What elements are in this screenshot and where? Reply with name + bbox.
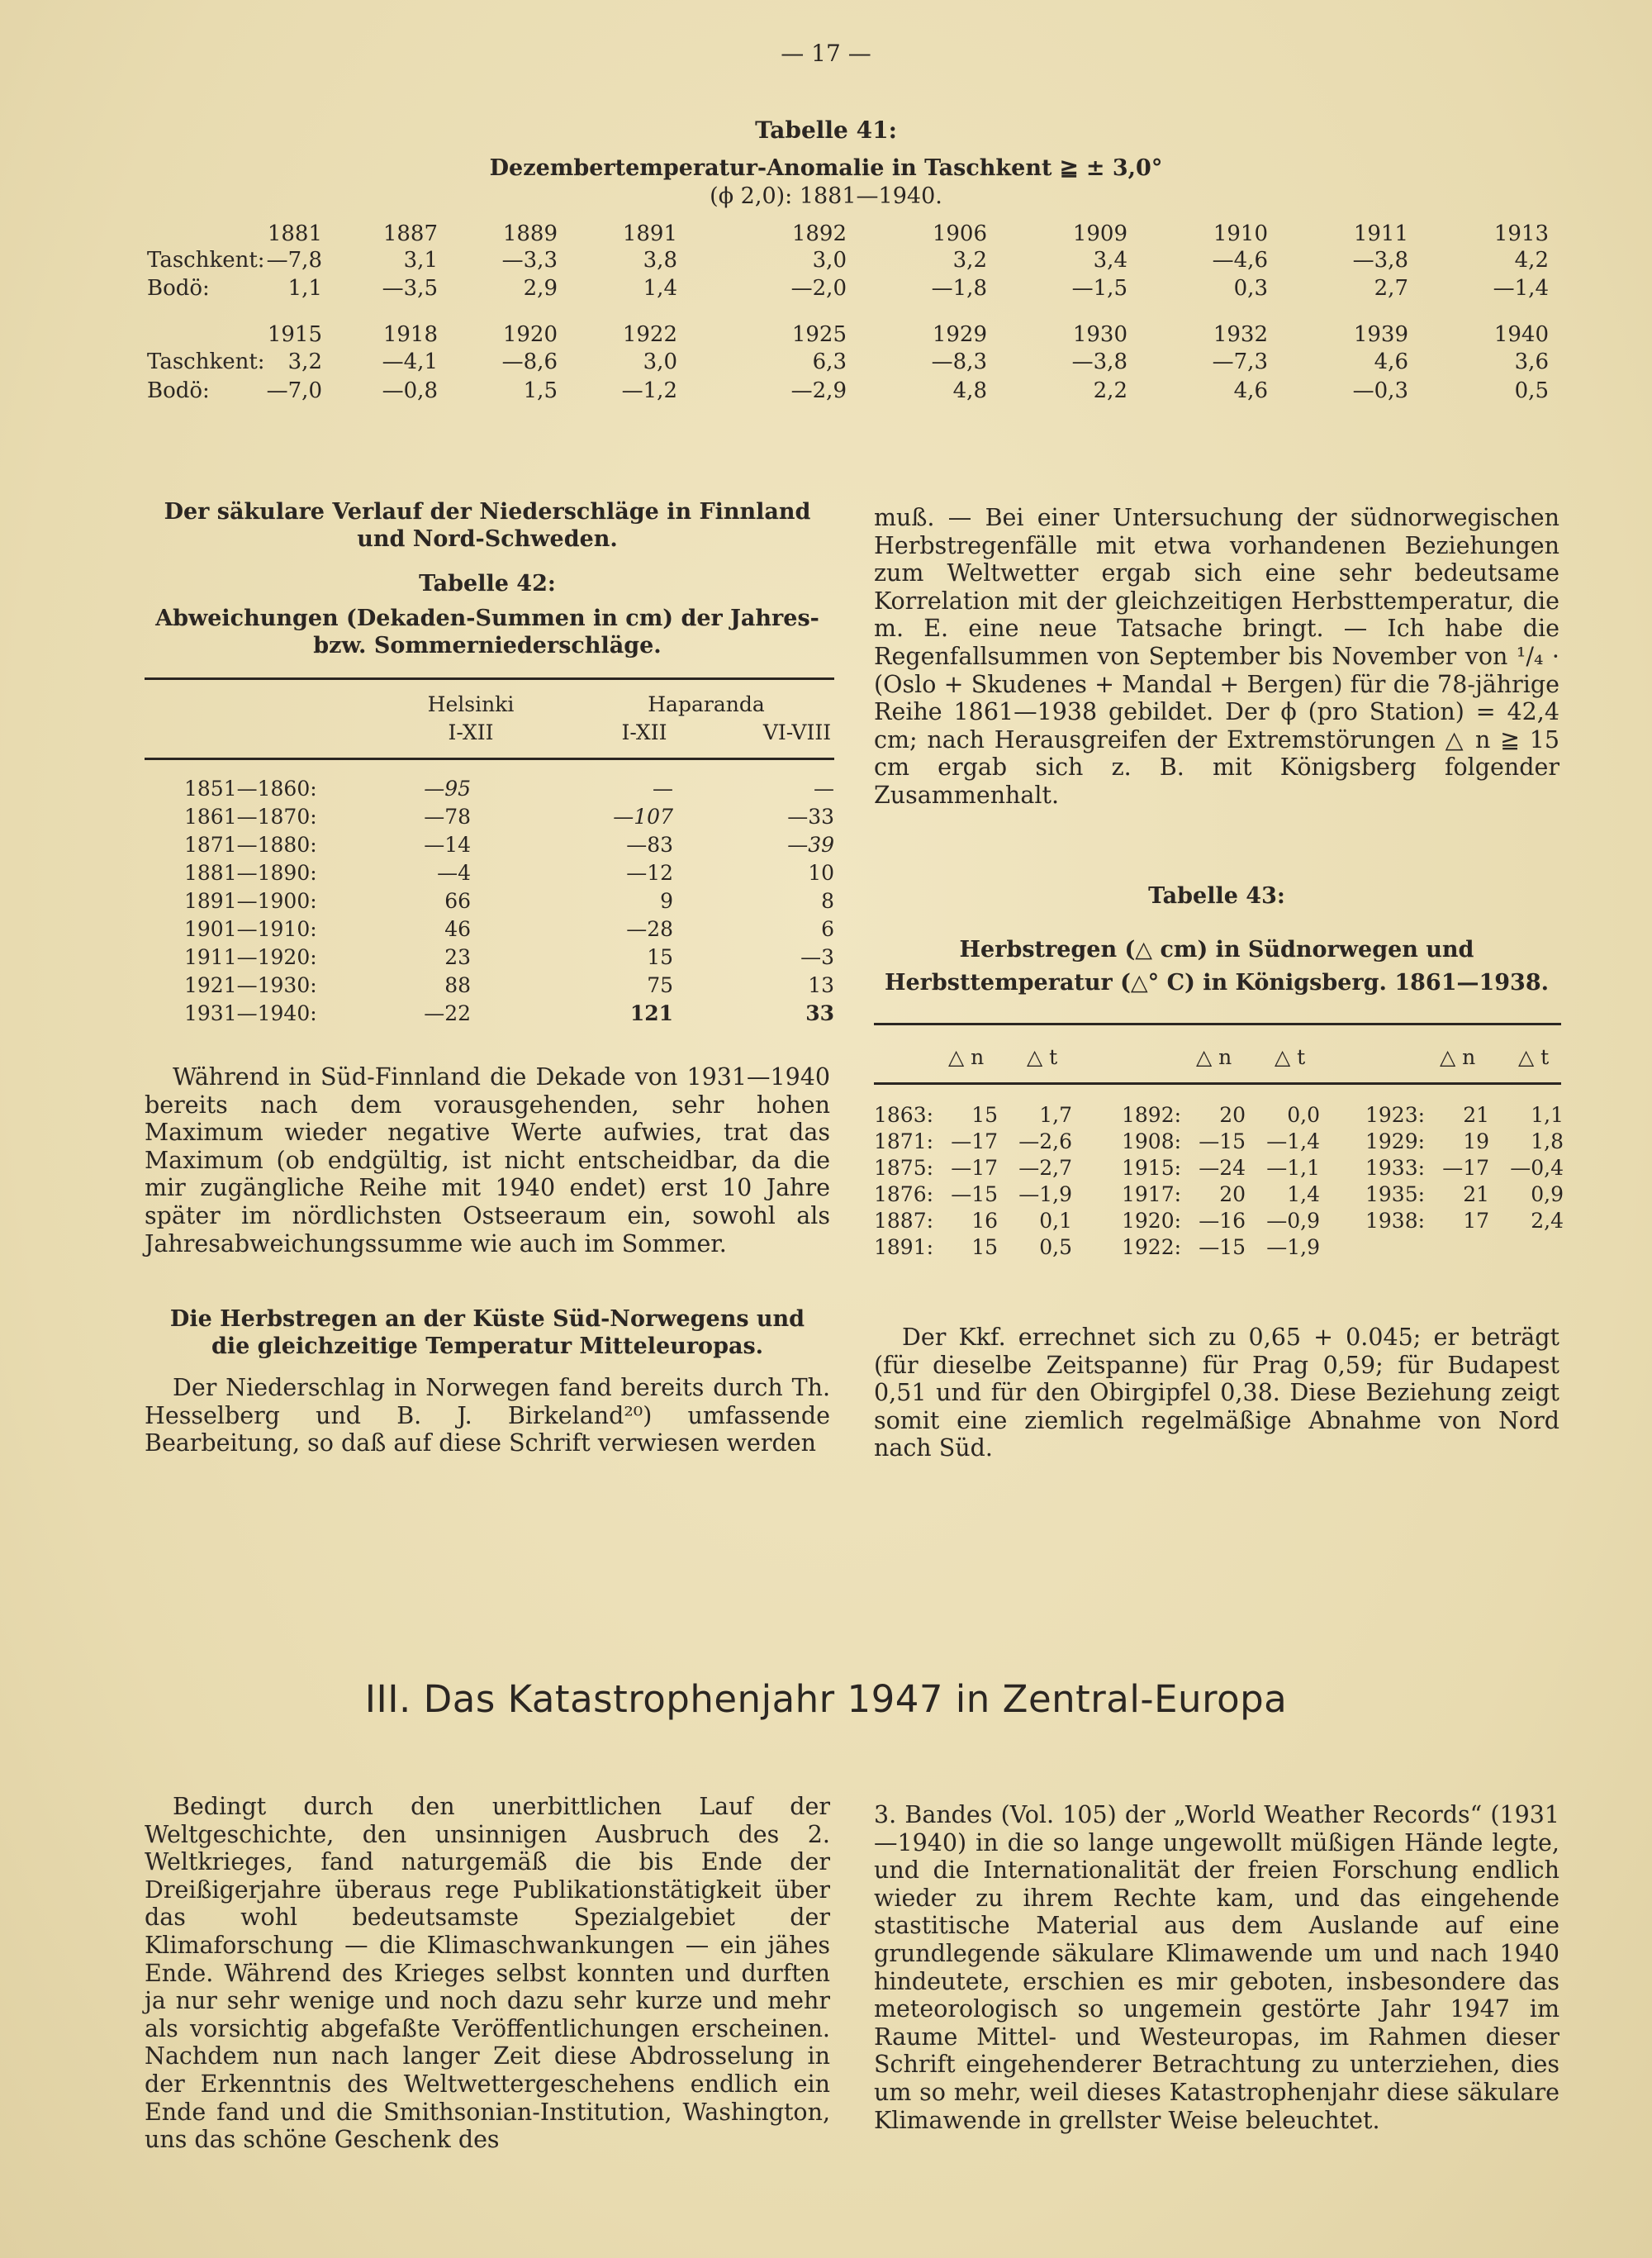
table43-cell-year: 1915: <box>1122 1156 1182 1180</box>
table41-block2-years-cell: 1922 <box>622 322 677 347</box>
table42-sub-3: VI-VIII <box>762 720 832 744</box>
table41-block2-bodo-cell: 1,5 <box>523 378 558 403</box>
table43-cell-year: 1922: <box>1122 1235 1182 1259</box>
table41-block1-years-cell: 1910 <box>1213 221 1268 246</box>
table43-cell-t: 0,0 <box>1287 1103 1320 1127</box>
table41-block1-bodo-cell: 1,1 <box>287 276 322 301</box>
table41-label-bodo: Bodö: <box>147 276 210 301</box>
table41-block2-bodo-cell: —0,8 <box>382 378 438 403</box>
table43-header-t: △ t <box>1027 1045 1058 1069</box>
table41-block1-taschkent-cell: —4,6 <box>1212 248 1268 273</box>
table41-block1-taschkent-cell: 3,0 <box>812 248 847 273</box>
table43-subtitle-line1: Herbstregen (△ cm) in Südnorwegen und <box>959 937 1474 963</box>
table41-block1-years-cell: 1881 <box>267 221 322 246</box>
table41-block1-years-cell: 1891 <box>622 221 677 246</box>
table43-cell-n: —15 <box>1199 1129 1246 1153</box>
table42-cell-a: 15 <box>647 945 673 969</box>
table43-cell-year: 1908: <box>1122 1129 1182 1153</box>
table43-cell-t: 1,1 <box>1531 1103 1564 1127</box>
table43-cell-n: 19 <box>1463 1129 1489 1153</box>
table43-cell-year: 1920: <box>1122 1209 1182 1233</box>
table43-cell-t: 2,4 <box>1531 1209 1564 1233</box>
table41-block2-taschkent-cell: 3,6 <box>1514 349 1549 374</box>
table42-cell-h: —14 <box>424 833 471 857</box>
table43-subtitle-line2: Herbsttemperatur (△° C) in Königsberg. 1861—1938. <box>884 970 1550 996</box>
table42-sub-2: I-XII <box>621 720 667 744</box>
table41-block1-years-cell: 1892 <box>791 221 847 246</box>
table42-cell-b: 33 <box>805 1001 834 1025</box>
table43-cell-year: 1887: <box>874 1209 934 1233</box>
table41-block1-years-cell: 1911 <box>1353 221 1408 246</box>
table43-cell-t: 1,4 <box>1287 1182 1320 1206</box>
table43-cell-n: 21 <box>1463 1103 1489 1127</box>
table43-cell-t: —1,4 <box>1266 1129 1320 1153</box>
table41-block2-taschkent-cell: —7,3 <box>1212 349 1268 374</box>
table42-subtitle-line2: bzw. Sommerniederschläge. <box>313 633 662 658</box>
table43-cell-year: 1875: <box>874 1156 934 1180</box>
table41-block1-bodo-cell: —1,8 <box>931 276 987 301</box>
table43-cell-n: 16 <box>971 1209 998 1233</box>
table43-header-t: △ t <box>1275 1045 1306 1069</box>
table43-cell-n: —17 <box>1442 1156 1489 1180</box>
table42-cell-a: —12 <box>626 861 673 885</box>
table42-cell-h: —78 <box>424 805 471 829</box>
table42-cell-a: — <box>653 777 673 801</box>
table41-block1-years-cell: 1906 <box>932 221 987 246</box>
table41-block2-bodo-cell: —1,2 <box>621 378 677 403</box>
right-para1 <box>874 504 1559 810</box>
table43-cell-n: —24 <box>1199 1156 1246 1180</box>
right-para2 <box>874 1324 1559 1462</box>
table43-cell-n: 21 <box>1463 1182 1489 1206</box>
table42-cell-a: —83 <box>626 833 673 857</box>
table43-cell-year: 1876: <box>874 1182 934 1206</box>
table41-block1-taschkent-cell: 3,2 <box>952 248 987 273</box>
table43-cell-t: 1,8 <box>1531 1129 1564 1153</box>
table41-label-taschkent: Taschkent: <box>147 349 265 374</box>
table42-subtitle <box>145 605 830 659</box>
table43-cell-t: —2,7 <box>1018 1156 1072 1180</box>
table42-cell-period: 1901—1910: <box>184 917 317 941</box>
table43-cell-year: 1871: <box>874 1129 934 1153</box>
table43-cell-t: 0,9 <box>1531 1182 1564 1206</box>
table41-block2-years-cell: 1920 <box>502 322 558 347</box>
table41-block2-years-cell: 1930 <box>1072 322 1127 347</box>
table42-cell-a: 75 <box>647 973 673 997</box>
table41-block2-bodo-cell: —7,0 <box>266 378 322 403</box>
table41-block1-years-cell: 1913 <box>1493 221 1549 246</box>
table43-header-t: △ t <box>1518 1045 1550 1069</box>
table41-block2-bodo-cell: 2,2 <box>1093 378 1127 403</box>
table41-subtitle-line1: Dezembertemperatur-Anomalie in Taschkent ≧ ± 3,0° <box>489 155 1163 181</box>
table42-top-rule <box>145 677 834 680</box>
table41-title: Tabelle 41: <box>755 116 897 144</box>
section1-heading-line2: und Nord-Schweden. <box>357 526 618 552</box>
table41-block2-bodo-cell: 4,6 <box>1233 378 1268 403</box>
table42-cell-h: —22 <box>424 1001 471 1025</box>
section1-heading <box>145 498 830 553</box>
table41-block1-bodo-cell: —2,0 <box>790 276 847 301</box>
table43-cell-t: —1,9 <box>1018 1182 1072 1206</box>
table42-cell-b: 13 <box>808 973 834 997</box>
table41-block2-taschkent-cell: —4,1 <box>382 349 438 374</box>
table42-cell-a: —28 <box>626 917 673 941</box>
left-para2-text: Der Niederschlag in Norwegen fand bereits durch Th. Hesselberg und B. J. Birkeland²⁰) umfassende Bearbeitung, so daß auf diese Schrift verwiesen werden <box>145 1374 830 1457</box>
table42-cell-h: —95 <box>424 777 471 801</box>
table41-block2-taschkent-cell: —3,8 <box>1071 349 1127 374</box>
table43-cell-t: —1,9 <box>1266 1235 1320 1259</box>
table41-block1-taschkent-cell: 3,8 <box>643 248 677 273</box>
table41-block1-years-cell: 1887 <box>382 221 438 246</box>
table42-group-haparanda: Haparanda <box>648 692 765 716</box>
table42-cell-b: 6 <box>821 917 834 941</box>
table41-block1-taschkent-cell: 3,1 <box>403 248 438 273</box>
table42-cell-b: — <box>814 777 834 801</box>
table41-subtitle-line2: (ϕ 2,0): 1881—1940. <box>710 183 942 209</box>
table41-block2-years-cell: 1918 <box>382 322 438 347</box>
table42-cell-h: 66 <box>444 889 471 913</box>
table43-header-n: △ n <box>1440 1045 1476 1069</box>
table42-cell-h: 23 <box>444 945 471 969</box>
table43-cell-year: 1938: <box>1365 1209 1426 1233</box>
section2-heading <box>145 1305 830 1360</box>
table43-cell-t: 1,7 <box>1039 1103 1072 1127</box>
table42-cell-b: —39 <box>787 833 834 857</box>
table42-subtitle-line1: Abweichungen (Dekaden-Summen in cm) der Jahres- <box>155 606 819 631</box>
table42-cell-h: 88 <box>444 973 471 997</box>
right-para2-text: Der Kkf. errechnet sich zu 0,65 + 0.045; er beträgt (für dieselbe Zeitspanne) für Prag 0,59; für Budapest 0,51 und für den Obirgipfel 0,38. Diese Beziehung zeigt somit eine ziemlich regelmäßige Abnahme von Nord nach Süd. <box>874 1324 1559 1462</box>
table43-subtitle <box>874 934 1559 1000</box>
chapter-right-para-text: 3. Bandes (Vol. 105) der „World Weather Records“ (1931—1940) in die so lange ungewollt müßigen Hände legte, und die Internationalität der freien Forschung endlich wieder zu ihrem Rechte kam, und das eingehende stastitische Material aus dem Auslande auf eine grundlegende säkulare Klimawende um und nach 1940 hindeutete, erschien es mir geboten, insbesondere das meteorologisch so ungemein gestörte Jahr 1947 im Raume Mittel- und Westeuropas, im Rahmen dieser Schrift eingehenderer Betrachtung zu unterziehen, dies um so mehr, weil dieses Katastrophenjahr diese säkulare Klimawende in grellster Weise beleuchtet. <box>874 1801 1559 2134</box>
chapter-left-para <box>145 1793 830 2154</box>
table43-cell-n: 20 <box>1219 1182 1246 1206</box>
table43-cell-year: 1929: <box>1365 1129 1426 1153</box>
table41-block1-bodo-cell: 2,7 <box>1374 276 1408 301</box>
table41-block2-years-cell: 1939 <box>1353 322 1408 347</box>
table41-block2-years-cell: 1915 <box>267 322 322 347</box>
table42-cell-period: 1861—1870: <box>184 805 317 829</box>
table43-cell-year: 1891: <box>874 1235 934 1259</box>
table41-label-bodo: Bodö: <box>147 378 210 403</box>
table43-cell-n: —16 <box>1199 1209 1246 1233</box>
table41-block2-bodo-cell: 0,5 <box>1514 378 1549 403</box>
table42-title: Tabelle 42: <box>419 571 556 597</box>
table42-cell-period: 1891—1900: <box>184 889 317 913</box>
table42-cell-b: —33 <box>787 805 834 829</box>
chapter-left-para-text: Bedingt durch den unerbittlichen Lauf der Weltgeschichte, den unsinnigen Ausbruch des 2. Weltkrieges, fand naturgemäß die bis Ende der Dreißigerjahre überaus rege Publikationstätigkeit über das wohl bedeutsamste Spezialgebiet der Klimaforschung — die Klimaschwankungen — ein jähes Ende. Während des Krieges selbst konnten und durften ja nur sehr wenige und noch dazu sehr kurze und mehr als vorsichtig abgefaßte Veröffentlichungen erscheinen. Nachdem nun nach langer Zeit diese Abdrosselung in der Erkenntnis des Weltwettergeschehens endlich ein Ende fand und die Smithsonian-Institution, Washington, uns das schöne Geschenk des <box>145 1793 830 2154</box>
table43-header-n: △ n <box>1196 1045 1232 1069</box>
table41-block2-taschkent-cell: 6,3 <box>812 349 847 374</box>
table41 <box>0 0 1652 430</box>
left-para1-text: Während in Süd-Finnland die Dekade von 1931—1940 bereits nach dem vorausgehenden, sehr hohen Maximum wieder negative Werte aufwies, trat das Maximum (ob endgültig, ist nicht entscheidbar, da die mir zugängliche Reihe mit 1940 endet) erst 10 Jahre später im nördlichsten Ostseeraum ein, sowohl als Jahresabweichungssumme wie auch im Sommer. <box>145 1063 830 1257</box>
table43-cell-n: —17 <box>951 1129 998 1153</box>
table42-cell-period: 1921—1930: <box>184 973 317 997</box>
table41-block1-taschkent-cell: 4,2 <box>1514 248 1549 273</box>
table41-block1-taschkent-cell: —7,8 <box>266 248 322 273</box>
table41-block2-bodo-cell: 4,8 <box>952 378 987 403</box>
table41-block1-years-cell: 1909 <box>1072 221 1127 246</box>
table43-cell-t: 0,5 <box>1039 1235 1072 1259</box>
right-para1-text: muß. — Bei einer Untersuchung der südnorwegischen Herbstregenfälle mit etwa vorhandenen Beziehungen zum Weltwetter ergab sich eine sehr bedeutsame Korrelation mit der gleichzeitigen Herbsttemperatur, die m. E. eine neue Tatsache bringt. — Ich habe die Regenfallsummen von September bis November von ¹/₄ · (Oslo + Skudenes + Mandal + Bergen) für die 78-jährige Reihe 1861—1938 gebildet. Der ϕ (pro Station) = 42,4 cm; nach Herausgreifen der Extremstörungen △ n ≧ 15 cm ergab sich z. B. mit Königsberg folgender Zusammenhalt. <box>874 504 1559 809</box>
table42-cell-period: 1881—1890: <box>184 861 317 885</box>
table43-cell-year: 1892: <box>1122 1103 1182 1127</box>
table41-block2-years-cell: 1940 <box>1493 322 1549 347</box>
table41-block1-bodo-cell: —3,5 <box>382 276 438 301</box>
table43-cell-t: 0,1 <box>1039 1209 1072 1233</box>
table42-cell-period: 1851—1860: <box>184 777 317 801</box>
page-number: — 17 — <box>781 40 871 67</box>
chapter-title: III. Das Katastrophenjahr 1947 in Zentral-Europa <box>364 1677 1288 1721</box>
table43-top-rule <box>874 1023 1561 1025</box>
table43-cell-t: —1,1 <box>1266 1156 1320 1180</box>
table41-block1-bodo-cell: 2,9 <box>523 276 558 301</box>
table41-block1-taschkent-cell: 3,4 <box>1093 248 1127 273</box>
chapter-right-para <box>874 1801 1559 2134</box>
table41-block2-taschkent-cell: 3,0 <box>643 349 677 374</box>
table43-cell-t: —0,9 <box>1266 1209 1320 1233</box>
table42-sub-1: I-XII <box>448 720 494 744</box>
table41-block1-bodo-cell: —1,4 <box>1493 276 1549 301</box>
table43-cell-t: —0,4 <box>1510 1156 1564 1180</box>
table43-cell-n: —15 <box>951 1182 998 1206</box>
table41-block1-taschkent-cell: —3,8 <box>1352 248 1408 273</box>
table43-cell-n: 15 <box>971 1235 998 1259</box>
left-para1 <box>145 1063 830 1257</box>
table42 <box>145 669 834 1033</box>
table43-cell-n: —17 <box>951 1156 998 1180</box>
table42-cell-a: —107 <box>613 805 673 829</box>
section2-heading-line2: die gleichzeitige Temperatur Mitteleuropas. <box>211 1333 764 1359</box>
table43-cell-year: 1917: <box>1122 1182 1182 1206</box>
table41-block2-years-cell: 1925 <box>791 322 847 347</box>
table41-block2-taschkent-cell: 3,2 <box>287 349 322 374</box>
table41-block1-bodo-cell: 0,3 <box>1233 276 1268 301</box>
table41-block1-taschkent-cell: —3,3 <box>501 248 558 273</box>
table43-cell-year: 1863: <box>874 1103 934 1127</box>
table42-header-rule <box>145 758 834 760</box>
table42-cell-b: 10 <box>808 861 834 885</box>
table41-label-taschkent: Taschkent: <box>147 248 265 273</box>
table41-block2-bodo-cell: —2,9 <box>790 378 847 403</box>
table41-block1-bodo-cell: 1,4 <box>643 276 677 301</box>
table41-block2-years-cell: 1929 <box>932 322 987 347</box>
table43-header-rule <box>874 1082 1561 1085</box>
table43-cell-year: 1923: <box>1365 1103 1426 1127</box>
table42-cell-a: 9 <box>660 889 673 913</box>
table41-block2-taschkent-cell: —8,3 <box>931 349 987 374</box>
table43-cell-year: 1933: <box>1365 1156 1426 1180</box>
table42-cell-h: 46 <box>444 917 471 941</box>
section1-heading-line1: Der säkulare Verlauf der Niederschläge in Finnland <box>164 499 811 525</box>
table43-title: Tabelle 43: <box>1148 883 1285 909</box>
left-para2 <box>145 1374 830 1457</box>
table43-header-n: △ n <box>948 1045 985 1069</box>
table41-block2-taschkent-cell: —8,6 <box>501 349 558 374</box>
table43-cell-n: 20 <box>1219 1103 1246 1127</box>
table42-cell-period: 1871—1880: <box>184 833 317 857</box>
section2-heading-line1: Die Herbstregen an der Küste Süd-Norwegens und <box>169 1306 805 1332</box>
table41-block2-taschkent-cell: 4,6 <box>1374 349 1408 374</box>
table42-cell-h: —4 <box>437 861 471 885</box>
table43-cell-n: 15 <box>971 1103 998 1127</box>
table42-cell-period: 1911—1920: <box>184 945 317 969</box>
table43-cell-n: 17 <box>1463 1209 1489 1233</box>
table43 <box>874 1016 1564 1281</box>
table43-cell-year: 1935: <box>1365 1182 1426 1206</box>
table41-block2-years-cell: 1932 <box>1213 322 1268 347</box>
table41-block1-bodo-cell: —1,5 <box>1071 276 1127 301</box>
table42-cell-b: —3 <box>800 945 834 969</box>
table43-cell-n: —15 <box>1199 1235 1246 1259</box>
table41-block2-bodo-cell: —0,3 <box>1352 378 1408 403</box>
table41-block1-years-cell: 1889 <box>502 221 558 246</box>
table42-cell-period: 1931—1940: <box>184 1001 317 1025</box>
table42-cell-a: 121 <box>629 1001 673 1025</box>
table42-cell-b: 8 <box>821 889 834 913</box>
table42-group-helsinki: Helsinki <box>427 692 515 716</box>
table43-cell-t: —2,6 <box>1018 1129 1072 1153</box>
